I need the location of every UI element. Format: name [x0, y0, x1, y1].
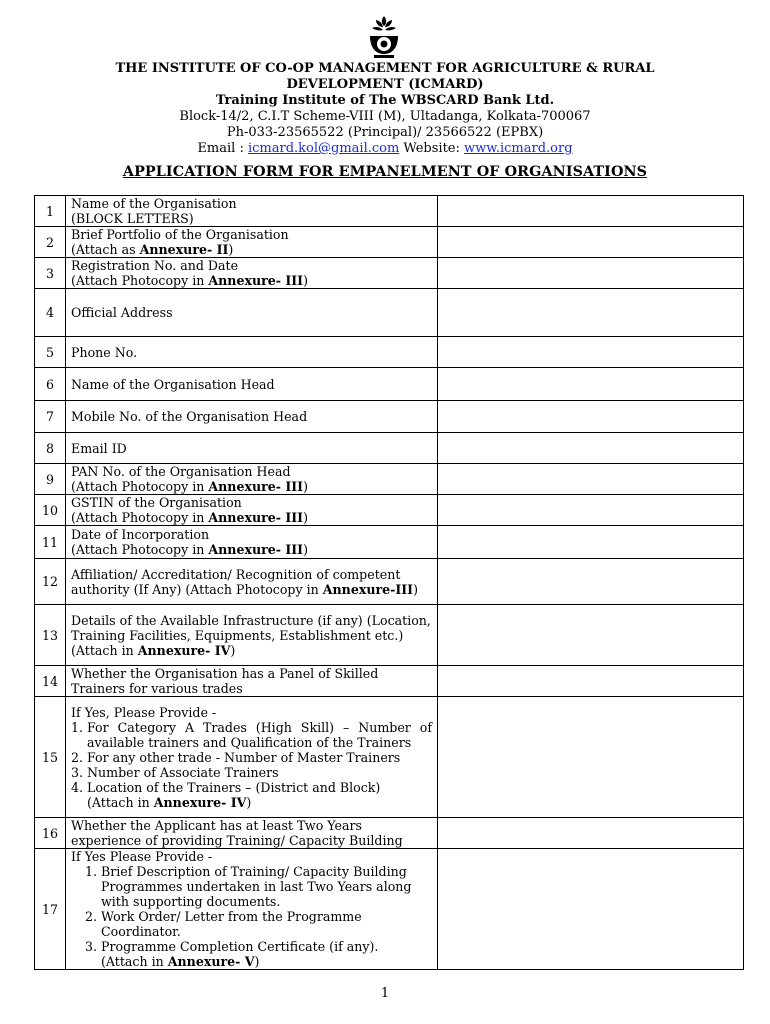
row-number: 5	[35, 337, 66, 368]
row-label	[66, 196, 438, 227]
attach-note: (Attach Photocopy in Annexure- III)	[71, 542, 308, 557]
answer-cell[interactable]	[438, 666, 744, 697]
row-number: 11	[35, 526, 66, 559]
answer-cell[interactable]	[438, 464, 744, 495]
answer-cell[interactable]	[438, 526, 744, 559]
label-text: Date of Incorporation	[71, 527, 210, 542]
answer-cell[interactable]	[438, 818, 744, 849]
row-number: 16	[35, 818, 66, 849]
label-subtext: (BLOCK LETTERS)	[71, 211, 194, 226]
address-line: Block-14/2, C.I.T Scheme-VIII (M), Ultadanga, Kolkata-700067	[179, 109, 591, 124]
answer-cell[interactable]	[438, 368, 744, 401]
list-item: 1. For Category A Trades (High Skill) – Number of available trainers and Qualification of the Trainers	[87, 720, 432, 750]
label-text: PAN No. of the Organisation Head	[71, 464, 291, 479]
form-row	[35, 258, 744, 289]
row-label	[66, 605, 438, 666]
form-row	[35, 559, 744, 605]
row-label	[66, 464, 438, 495]
list-item: 3. Programme Completion Certificate (if any). (Attach in Annexure- V)	[101, 939, 432, 969]
contact-line	[60, 141, 710, 157]
attach-note: (Attach Photocopy in Annexure- III)	[71, 273, 308, 288]
row-number: 1	[35, 196, 66, 227]
annexure-ref: Annexure-III	[322, 581, 414, 597]
row-label	[66, 227, 438, 258]
attach-note: (Attach Photocopy in Annexure- III)	[71, 510, 308, 525]
answer-cell[interactable]	[438, 196, 744, 227]
row-label	[66, 258, 438, 289]
row-number: 7	[35, 401, 66, 433]
requirements-list	[71, 720, 432, 795]
form-row	[35, 697, 744, 818]
row-label: Whether the Organisation has a Panel of Skilled Trainers for various trades	[66, 666, 438, 697]
row-label: Email ID	[66, 433, 438, 464]
training-institute-line: Training Institute of The WBSCARD Bank Ltd.	[215, 93, 555, 108]
list-item: 2. Work Order/ Letter from the Programme Coordinator.	[101, 909, 432, 939]
row-number: 9	[35, 464, 66, 495]
form-row	[35, 433, 744, 464]
form-row	[35, 337, 744, 368]
row-number: 14	[35, 666, 66, 697]
page-number: 1	[380, 986, 390, 1001]
row-number: 10	[35, 495, 66, 526]
attach-note: (Attach in Annexure- IV)	[71, 642, 236, 658]
row-label: Name of the Organisation Head	[66, 368, 438, 401]
form-row	[35, 464, 744, 495]
row-label	[66, 559, 438, 605]
requirements-list	[71, 864, 432, 969]
form-row	[35, 227, 744, 258]
label-text: Affiliation/ Accreditation/ Recognition of competent authority (If Any) (Attach Photocopy in	[71, 566, 401, 597]
list-item: 1. Brief Description of Training/ Capacity Building Programmes undertaken in last Two Years along with supporting documents.	[101, 864, 432, 909]
row-label	[66, 526, 438, 559]
answer-cell[interactable]	[438, 849, 744, 970]
row-label	[66, 849, 438, 970]
row-number: 12	[35, 559, 66, 605]
row-number: 2	[35, 227, 66, 258]
email-label: Email :	[197, 141, 248, 156]
row-label	[66, 697, 438, 818]
attach-note: (Attach Photocopy in Annexure- III)	[71, 479, 308, 494]
row-number: 8	[35, 433, 66, 464]
list-item: 3. Number of Associate Trainers	[87, 765, 432, 780]
row-label: Whether the Applicant has at least Two Years experience of providing Training/ Capacity Building	[66, 818, 438, 849]
row-number: 3	[35, 258, 66, 289]
row-number: 13	[35, 605, 66, 666]
label-text: Details of the Available Infrastructure (if any) (Location, Training Facilities, Equipments, Establishment etc.)	[71, 612, 431, 643]
answer-cell[interactable]	[438, 258, 744, 289]
answer-cell[interactable]	[438, 605, 744, 666]
form-row	[35, 196, 744, 227]
institute-name: THE INSTITUTE OF CO-OP MANAGEMENT FOR AGRICULTURE & RURAL DEVELOPMENT (ICMARD)	[115, 61, 655, 92]
form-row	[35, 289, 744, 337]
form-row	[35, 495, 744, 526]
answer-cell[interactable]	[438, 433, 744, 464]
form-row	[35, 368, 744, 401]
row-label: Mobile No. of the Organisation Head	[66, 401, 438, 433]
answer-cell[interactable]	[438, 401, 744, 433]
row-number: 17	[35, 849, 66, 970]
answer-cell[interactable]	[438, 559, 744, 605]
label-text: Name of the Organisation	[71, 196, 237, 211]
row-number: 6	[35, 368, 66, 401]
answer-cell[interactable]	[438, 697, 744, 818]
answer-cell[interactable]	[438, 495, 744, 526]
form-row	[35, 526, 744, 559]
icmard-logo	[364, 14, 404, 60]
row-number: 15	[35, 697, 66, 818]
email-link[interactable]: icmard.kol@gmail.com	[247, 141, 400, 156]
label-text: Brief Portfolio of the Organisation	[71, 227, 289, 242]
label-text: Registration No. and Date	[71, 258, 239, 273]
attach-note: (Attach in Annexure- IV)	[87, 794, 252, 810]
row-label: Official Address	[66, 289, 438, 337]
label-text: GSTIN of the Organisation	[71, 495, 242, 510]
form-title: APPLICATION FORM FOR EMPANELMENT OF ORGANISATIONS	[122, 164, 648, 180]
row-label: Phone No.	[66, 337, 438, 368]
phone-line: Ph-033-23565522 (Principal)/ 23566522 (EPBX)	[226, 125, 544, 140]
form-row	[35, 605, 744, 666]
label-text: If Yes Please Provide -	[71, 849, 213, 864]
row-number: 4	[35, 289, 66, 337]
answer-cell[interactable]	[438, 227, 744, 258]
label-suffix: )	[413, 581, 418, 597]
application-form-table	[34, 195, 744, 970]
row-label	[66, 495, 438, 526]
form-row	[35, 818, 744, 849]
answer-cell[interactable]	[438, 289, 744, 337]
form-row	[35, 666, 744, 697]
form-row	[35, 401, 744, 433]
website-link[interactable]: www.icmard.org	[464, 141, 573, 156]
attach-note: (Attach as Annexure- II)	[71, 242, 234, 257]
list-item: 2. For any other trade - Number of Master Trainers	[87, 750, 432, 765]
list-item: 4. Location of the Trainers – (District and Block)	[87, 780, 432, 795]
form-row	[35, 849, 744, 970]
website-label: Website:	[399, 141, 465, 156]
label-text: If Yes, Please Provide -	[71, 704, 217, 720]
letterhead	[60, 61, 710, 157]
answer-cell[interactable]	[438, 337, 744, 368]
